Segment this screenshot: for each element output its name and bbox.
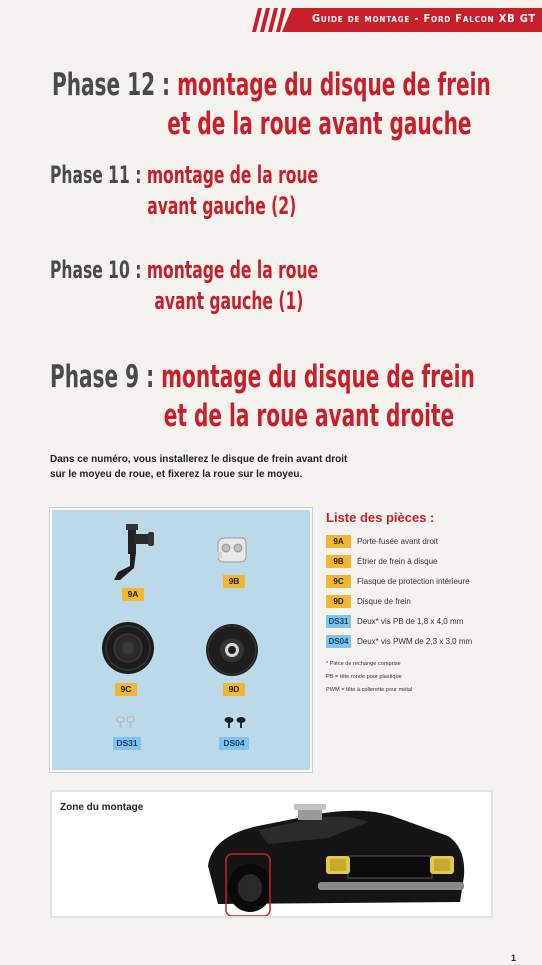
assembly-zone-label: Zone du montage — [60, 802, 144, 813]
phase-12-heading — [52, 66, 491, 144]
part-ds31-screws-icon — [116, 716, 136, 730]
list-item — [326, 595, 536, 609]
parts-notes — [326, 661, 536, 700]
note: * Pièce de rechange comprise — [326, 661, 401, 667]
phase-title-line2: avant gauche (2) — [147, 192, 297, 220]
parts-list-title: Liste des pièces : — [326, 510, 435, 525]
list-item — [326, 615, 536, 629]
intro-line: Dans ce numéro, vous installerez le disque de frein avant droit — [50, 454, 348, 465]
tag-9a: 9A — [122, 588, 144, 601]
note: PWM = tête à collerette pour métal — [326, 687, 413, 693]
car-front-icon — [198, 796, 470, 916]
header-band — [252, 8, 542, 32]
header-title: Guide de montage - Ford Falcon XB GT — [311, 12, 536, 25]
part-code: DS31 — [326, 615, 351, 628]
phase-title-line2: et de la roue avant droite — [163, 398, 455, 434]
part-desc: Étrier de frein à disque — [357, 556, 438, 566]
list-item — [326, 574, 536, 588]
phase-number: Phase 11 : — [50, 161, 142, 189]
part-code: 9B — [326, 555, 351, 568]
phase-title-line2: et de la roue avant gauche — [167, 106, 472, 142]
phase-title-line1: montage du disque de frein — [177, 67, 491, 103]
part-desc: Porte-fusée avant droit — [357, 536, 438, 546]
part-9b-caliper-icon — [212, 534, 252, 568]
tag-ds31: DS31 — [113, 737, 141, 750]
intro-text — [50, 452, 370, 482]
part-desc: Disque de frein — [357, 597, 411, 607]
page-number: 1 — [510, 953, 516, 963]
phase-title-line1: montage de la roue — [146, 256, 319, 284]
phase-number: Phase 12 : — [52, 67, 171, 103]
tag-ds04: DS04 — [219, 737, 249, 750]
tag-9b: 9B — [223, 575, 245, 588]
tag-9d: 9D — [223, 683, 245, 696]
part-code: 9C — [326, 575, 351, 588]
part-ds04-screws-icon — [224, 716, 246, 730]
part-desc: Deux* vis PB de 1,8 x 4,0 mm — [357, 617, 464, 627]
tag-9c: 9C — [115, 683, 137, 696]
assembly-zone-panel — [50, 790, 493, 918]
phase-title-line1: montage du disque de frein — [161, 359, 475, 395]
parts-panel — [50, 508, 312, 772]
phase-number: Phase 10 : — [50, 256, 142, 284]
part-desc: Flasque de protection intérieure — [357, 576, 470, 586]
phase-10-heading — [50, 255, 318, 317]
phase-title-line2: avant gauche (1) — [154, 287, 304, 315]
note: PB = tête ronde pour plastique — [326, 674, 402, 680]
part-9d-disc-icon — [204, 622, 260, 678]
part-9c-shield-icon — [100, 620, 156, 676]
parts-list — [326, 534, 536, 655]
part-code: 9D — [326, 595, 351, 608]
intro-line: sur le moyeu de roue, et fixerez la roue sur le moyeu. — [50, 469, 303, 480]
list-item — [326, 554, 536, 568]
phase-title-line1: montage de la roue — [146, 161, 319, 189]
part-desc: Deux* vis PWM de 2,3 x 3,0 mm — [357, 637, 473, 647]
list-item — [326, 534, 536, 548]
phase-9-heading — [50, 358, 475, 436]
part-code: DS04 — [326, 635, 351, 648]
list-item — [326, 635, 536, 649]
phase-number: Phase 9 : — [50, 359, 155, 395]
part-9a-knuckle-icon — [104, 522, 164, 584]
part-code: 9A — [326, 535, 351, 548]
phase-11-heading — [50, 160, 318, 222]
